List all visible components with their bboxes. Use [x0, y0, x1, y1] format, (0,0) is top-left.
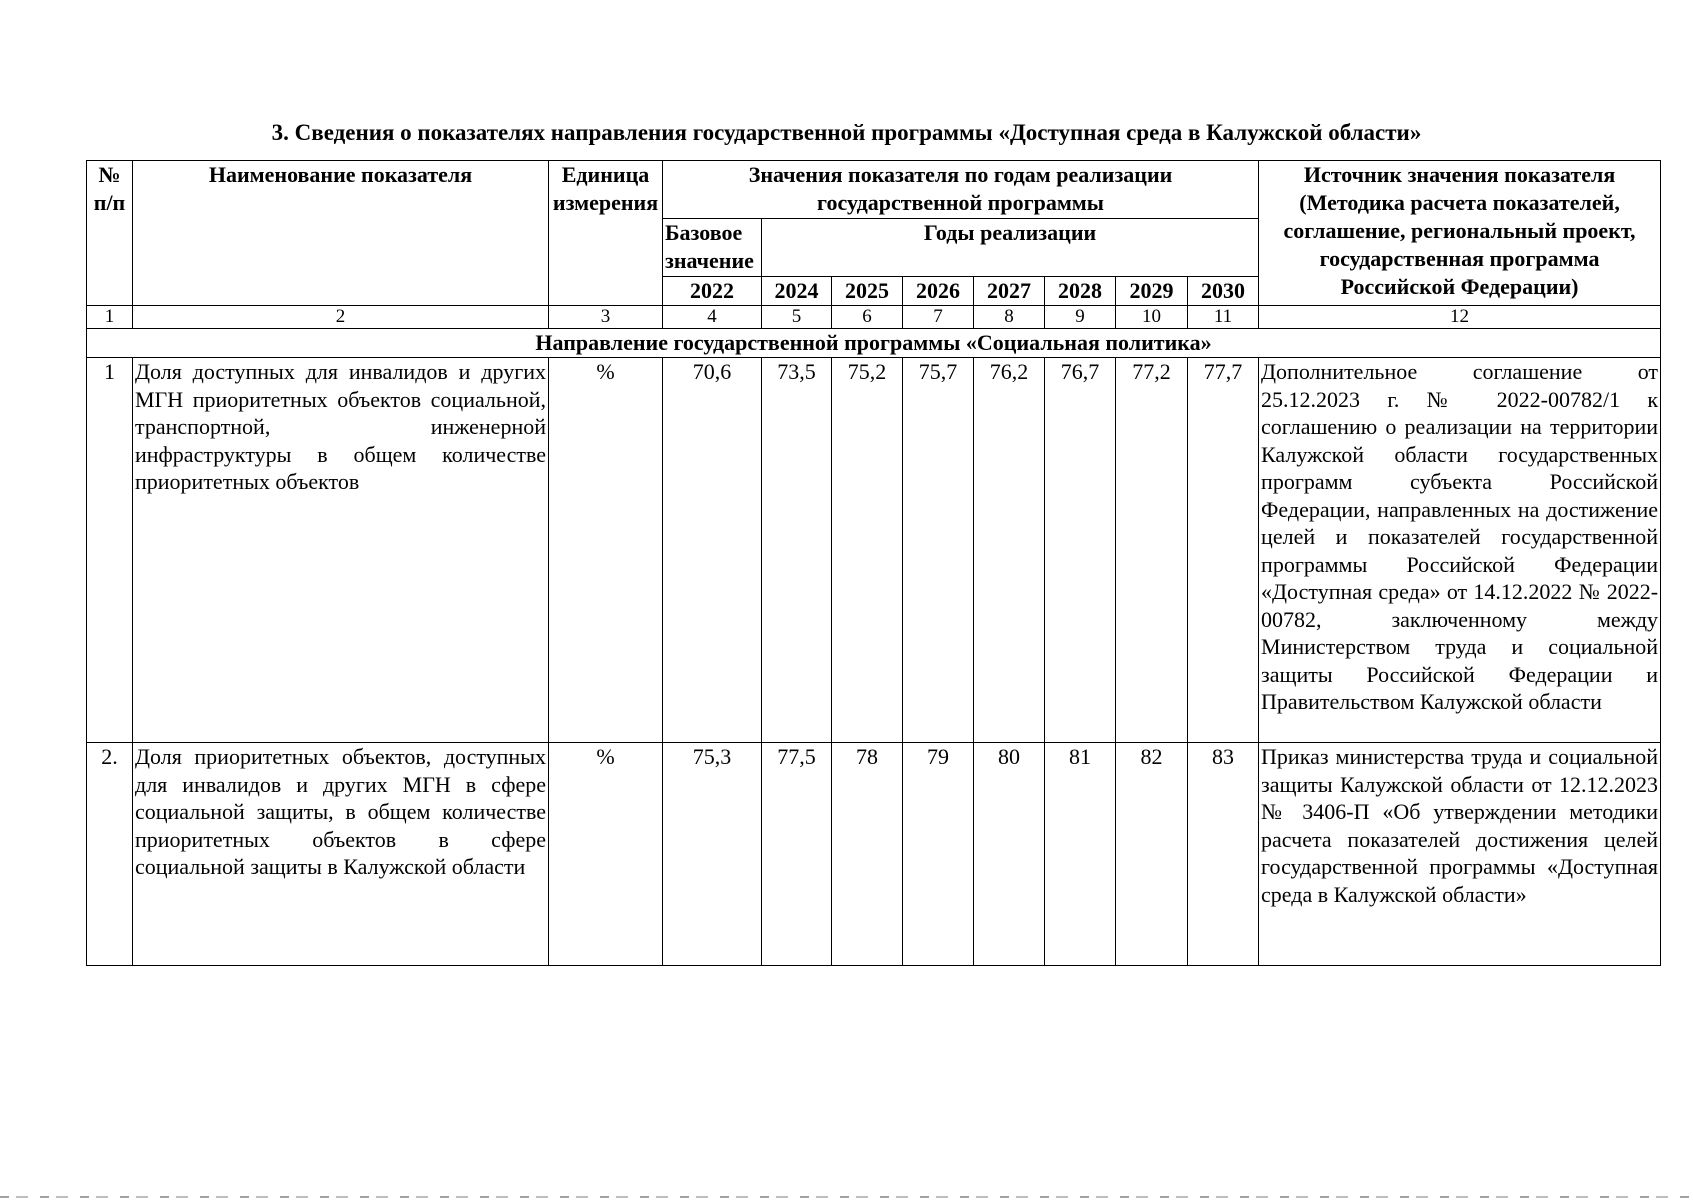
header-num: № п/п: [87, 161, 133, 306]
row-value: 75,2: [832, 358, 903, 743]
row-value: 77,2: [1116, 358, 1188, 743]
row-num: 2.: [87, 743, 133, 966]
column-number: 7: [903, 306, 974, 329]
column-number: 9: [1045, 306, 1116, 329]
scan-artifact-line: [0, 1196, 1693, 1198]
column-number: 12: [1259, 306, 1661, 329]
row-unit: %: [549, 743, 663, 966]
section-heading: Направление государственной программы «Социальная политика»: [87, 329, 1661, 358]
column-number: 2: [133, 306, 549, 329]
indicators-table: [86, 160, 1661, 966]
row-value: 75,7: [903, 358, 974, 743]
row-value: 79: [903, 743, 974, 966]
column-number: 11: [1188, 306, 1259, 329]
column-number: 8: [974, 306, 1045, 329]
row-base-value: 75,3: [663, 743, 762, 966]
header-year: 2026: [903, 277, 974, 306]
row-value: 81: [1045, 743, 1116, 966]
header-year: 2024: [762, 277, 832, 306]
column-number: 4: [663, 306, 762, 329]
header-year: 2028: [1045, 277, 1116, 306]
header-unit: Единица измерения: [549, 161, 663, 306]
header-years-group: Годы реализации: [762, 219, 1259, 277]
table-row: [87, 743, 1661, 966]
header-name: Наименование показателя: [133, 161, 549, 306]
row-source: Дополнительное соглашение от 25.12.2023 г. № 2022-00782/1 к соглашению о реализации на территории Калужской области государственных программ субъекта Российской Федерации, направленных на достижение целей и показателей государственной программы Российской Федерации «Доступная среда» от 14.12.2022 № 2022-00782, заключенному между Министерством труда и социальной защиты Российской Федерации и Правительством Калужской области: [1259, 358, 1661, 743]
row-name: Доля приоритетных объектов, доступных для инвалидов и других МГН в сфере социальной защиты, в общем количестве приоритетных объектов в сфере социальной защиты в Калужской области: [133, 743, 549, 966]
header-year: 2025: [832, 277, 903, 306]
header-year: 2030: [1188, 277, 1259, 306]
row-source: Приказ министерства труда и социальной защиты Калужской области от 12.12.2023 № 3406-П «Об утверждении методики расчета показателей достижения целей государственной программы «Доступная среда в Калужской области»: [1259, 743, 1661, 966]
header-year: 2027: [974, 277, 1045, 306]
header-base: Базовое значение: [663, 219, 762, 277]
row-name: Доля доступных для инвалидов и других МГН приоритетных объектов социальной, транспортной, инженерной инфраструктуры в общем количестве приоритетных объектов: [133, 358, 549, 743]
header-year: 2029: [1116, 277, 1188, 306]
header-values-group: Значения показателя по годам реализации государственной программы: [663, 161, 1259, 219]
row-value: 78: [832, 743, 903, 966]
table-row: [87, 358, 1661, 743]
header-base-year: 2022: [663, 277, 762, 306]
row-value: 73,5: [762, 358, 832, 743]
row-value: 76,2: [974, 358, 1045, 743]
column-number: 5: [762, 306, 832, 329]
column-number: 1: [87, 306, 133, 329]
header-source: Источник значения показателя (Методика расчета показателей, соглашение, региональный проект, государственная программа Российской Федерации): [1259, 161, 1661, 306]
row-value: 83: [1188, 743, 1259, 966]
row-value: 80: [974, 743, 1045, 966]
row-num: 1: [87, 358, 133, 743]
row-value: 77,5: [762, 743, 832, 966]
row-base-value: 70,6: [663, 358, 762, 743]
row-value: 77,7: [1188, 358, 1259, 743]
row-unit: %: [549, 358, 663, 743]
document-title: 3. Сведения о показателях направления государственной программы «Доступная среда в Калужской области»: [271, 120, 1422, 145]
column-number: 6: [832, 306, 903, 329]
column-number: 3: [549, 306, 663, 329]
column-number: 10: [1116, 306, 1188, 329]
row-value: 76,7: [1045, 358, 1116, 743]
row-value: 82: [1116, 743, 1188, 966]
